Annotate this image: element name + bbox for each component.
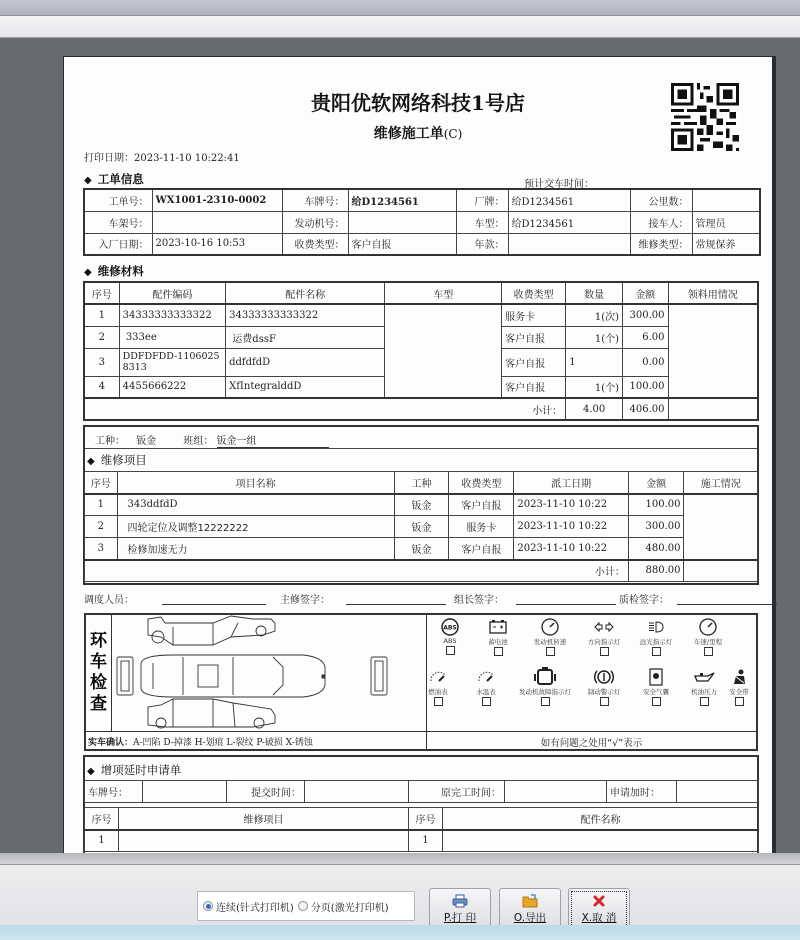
qc-label: 质检签字： xyxy=(619,595,669,606)
dispatcher-line xyxy=(162,604,266,605)
temperature-checkbox[interactable] xyxy=(482,697,491,706)
gauge-high-beam: 远光指示灯 xyxy=(632,617,680,656)
printer-icon xyxy=(452,894,468,908)
speedometer-checkbox[interactable] xyxy=(704,647,713,656)
repair-items-block xyxy=(83,425,759,585)
gauge-airbag: 安全气囊 xyxy=(632,667,680,706)
subtotal-qty: 4.00 xyxy=(566,398,623,420)
document-page xyxy=(63,56,773,853)
diamond-bullet-icon: ◆ xyxy=(84,267,92,278)
check-engine-checkbox[interactable] xyxy=(541,697,550,706)
desktop-background xyxy=(0,925,800,940)
speedometer-icon xyxy=(697,617,719,637)
subtotal-row: 小计： 880.00 xyxy=(85,560,758,582)
section-work-order-info: ◆ 工单信息 xyxy=(84,172,144,186)
inspection-note: 如有问题之处用“√”表示 xyxy=(540,738,643,749)
gauge-brake-warning: 制动警示灯 xyxy=(580,667,628,706)
seatbelt-checkbox[interactable] xyxy=(735,697,744,706)
form-title xyxy=(64,123,772,143)
oil-pressure-icon xyxy=(692,667,716,687)
materials-table xyxy=(83,281,759,421)
car-diagram-icon[interactable] xyxy=(113,615,426,731)
vehicle-model: 给D1234561 xyxy=(508,211,630,233)
plate-number: 给D1234561 xyxy=(348,189,456,211)
info-row: 工单号： WX1001-2310-0002 车牌号： 给D1234561 厂牌： 给D1234561 公里数： xyxy=(84,189,760,211)
table-row: 4 4455666222 XfIntegralddD 客户自报 1(个) 100.00 xyxy=(84,376,758,398)
check-engine-icon xyxy=(532,665,558,687)
radio-paged[interactable]: 分页(激光打印机) xyxy=(298,899,389,914)
svg-text:ABS: ABS xyxy=(443,624,457,632)
table-row: 3 检修加速无力 钣金 客户自报 2023-11-10 10:22 480.00 xyxy=(85,538,758,560)
table-header-row: 序号 维修项目 序号 配件名称 xyxy=(85,808,759,830)
turn-signal-icon xyxy=(593,617,615,637)
fuel-checkbox[interactable] xyxy=(434,697,443,706)
brand: 给D1234561 xyxy=(508,189,630,211)
folder-export-icon xyxy=(522,894,538,908)
shop-name: 贵阳优软网络科技1号店 xyxy=(311,91,525,115)
abs-checkbox[interactable] xyxy=(446,646,455,655)
abs-icon xyxy=(439,617,461,637)
repair-items-table xyxy=(84,471,758,582)
horizontal-scrollbar[interactable] xyxy=(0,853,800,865)
turn-signal-checkbox[interactable] xyxy=(600,647,609,656)
table-row: 1 34333333333322 34333333333322 服务卡 1(次) 300.00 xyxy=(84,304,758,326)
print-date xyxy=(84,149,240,164)
dispatcher-label: 调度人员： xyxy=(84,595,134,606)
qr-code-icon xyxy=(671,83,739,151)
radio-unselected-icon[interactable] xyxy=(298,901,308,911)
airbag-icon xyxy=(645,667,667,687)
info-row: 入厂日期： 2023-10-16 10:53 收费类型： 客户自报 年款： 维修类型： 常规保养 xyxy=(84,233,760,255)
window-title-bar xyxy=(0,0,800,16)
high-beam-icon xyxy=(645,617,667,637)
print-preview-area[interactable] xyxy=(0,38,800,853)
high-beam-checkbox[interactable] xyxy=(652,647,661,656)
section-materials: ◆ 维修材料 xyxy=(84,264,144,278)
team-value: 钣金一组 xyxy=(217,432,329,448)
section-repair-items: ◆ 维修项目 xyxy=(87,453,147,467)
radio-selected-icon[interactable] xyxy=(203,901,213,911)
table-header-row: 序号 配件编码 配件名称 车型 收费类型 数量 金额 领料用情况 xyxy=(84,282,758,304)
temperature-gauge-icon xyxy=(475,667,497,687)
print-button[interactable]: P.打 印 xyxy=(429,888,491,932)
extension-request-block xyxy=(83,755,759,853)
table-row: 3 DDFDFDD-11060258313 ddfdfdD 客户自报 1 0.00 xyxy=(84,348,758,376)
tachometer-checkbox[interactable] xyxy=(546,647,555,656)
print-mode-radio-group xyxy=(197,891,415,921)
work-type-row: 工种： 钣金 班组： 钣金一组 xyxy=(95,432,329,448)
engine-number xyxy=(348,211,456,233)
battery-icon xyxy=(487,617,509,637)
subtotal-amount: 406.00 xyxy=(623,398,668,420)
model-year xyxy=(508,233,630,255)
gauge-turn-signal: 方向指示灯 xyxy=(580,617,628,656)
form-title-text: 维修施工单 xyxy=(373,126,444,142)
table-row: 1 343ddfdD 钣金 客户自报 2023-11-10 10:22 100.00 xyxy=(85,494,758,516)
gauge-check-engine: 发动机故障指示灯 xyxy=(516,665,574,706)
receiver: 管理员 xyxy=(692,211,760,233)
oil-pressure-checkbox[interactable] xyxy=(700,697,709,706)
lead-mechanic-label: 主修签字： xyxy=(280,595,330,606)
extension-plate-value xyxy=(143,781,227,803)
seatbelt-icon xyxy=(730,667,748,687)
gauge-battery: 蓄电池 xyxy=(474,617,522,656)
vehicle-inspection-panel xyxy=(84,613,758,751)
gauge-fuel: 燃油表 xyxy=(414,667,462,706)
brake-warning-icon xyxy=(593,667,615,687)
work-order-number: WX1001-2310-0002 xyxy=(152,189,282,211)
repair-subtotal-amount: 880.00 xyxy=(628,560,684,582)
print-date-value: 2023-11-10 10:22:41 xyxy=(134,153,240,164)
extension-info-table xyxy=(84,780,759,803)
diamond-bullet-icon: ◆ xyxy=(84,175,92,186)
lead-mechanic-line xyxy=(346,604,446,605)
signature-row xyxy=(84,589,756,607)
vin xyxy=(152,211,282,233)
gauge-speedometer: 车速/里程 xyxy=(684,617,732,656)
table-row: 2 333ee 运费dssF 客户自报 1(个) 6.00 xyxy=(84,326,758,348)
fee-type: 客户自报 xyxy=(348,233,456,255)
form-title-suffix: (C) xyxy=(443,127,463,141)
tachometer-icon xyxy=(539,617,561,637)
action-bar xyxy=(0,853,800,940)
team-leader-line xyxy=(516,604,616,605)
table-row: 2 四轮定位及调整12222222 钣金 服务卡 2023-11-10 10:22 300.00 xyxy=(85,516,758,538)
diamond-bullet-icon: ◆ xyxy=(87,766,95,777)
gauge-abs: ABS ABS xyxy=(426,617,474,655)
inspection-legend: 实车确认：A-凹陷 D-掉漆 H-划痕 L-裂纹 P-破损 X-锈蚀 xyxy=(88,738,313,748)
extension-info-row: 车牌号： 提交时间： 原完工时间： 申请加时： xyxy=(85,781,759,803)
extension-submit-time-value xyxy=(305,781,409,803)
extension-requested-time-value xyxy=(677,781,759,803)
info-row: 车架号： 发动机号： 车型： 给D1234561 接车人： 管理员 xyxy=(84,211,760,233)
radio-continuous[interactable]: 连续(针式打印机) xyxy=(203,899,294,914)
close-icon xyxy=(592,894,606,908)
team-leader-label: 组长签字： xyxy=(454,595,504,606)
eta-label: 预计交车时间： xyxy=(524,179,594,190)
table-header-row: 序号 项目名称 工种 收费类型 派工日期 金额 施工情况 xyxy=(85,472,758,494)
extension-original-time-value xyxy=(505,781,607,803)
fuel-gauge-icon xyxy=(427,667,449,687)
gauge-tachometer: 发动机转速 xyxy=(526,617,574,656)
gauge-temperature: 水温表 xyxy=(462,667,510,706)
cancel-button[interactable]: X.取 消 xyxy=(568,888,630,932)
diamond-bullet-icon: ◆ xyxy=(87,456,95,467)
entry-date: 2023-10-16 10:53 xyxy=(152,233,282,255)
section-extension-request: ◆ 增项延时申请单 xyxy=(87,763,182,777)
gauge-oil-pressure: 机油压力 xyxy=(680,667,728,706)
extension-items-table xyxy=(84,807,759,852)
gauge-seatbelt: 安全带 xyxy=(722,667,756,706)
trade-value: 钣金 xyxy=(136,436,157,447)
table-row: 1 1 xyxy=(85,830,759,852)
qc-line xyxy=(677,604,777,605)
subtotal-row: 小计： 4.00 406.00 xyxy=(84,398,758,420)
work-order-info-table xyxy=(83,188,761,256)
inspection-vertical-label: 环 车 检 查 xyxy=(86,615,112,731)
repair-type: 常规保养 xyxy=(692,233,760,255)
print-date-label: 打印日期： xyxy=(84,153,134,164)
export-button[interactable]: O.导出 xyxy=(499,888,561,932)
brake-warning-checkbox[interactable] xyxy=(600,697,609,706)
preview-toolbar xyxy=(0,16,800,38)
battery-checkbox[interactable] xyxy=(494,647,503,656)
airbag-checkbox[interactable] xyxy=(652,697,661,706)
mileage xyxy=(692,189,760,211)
